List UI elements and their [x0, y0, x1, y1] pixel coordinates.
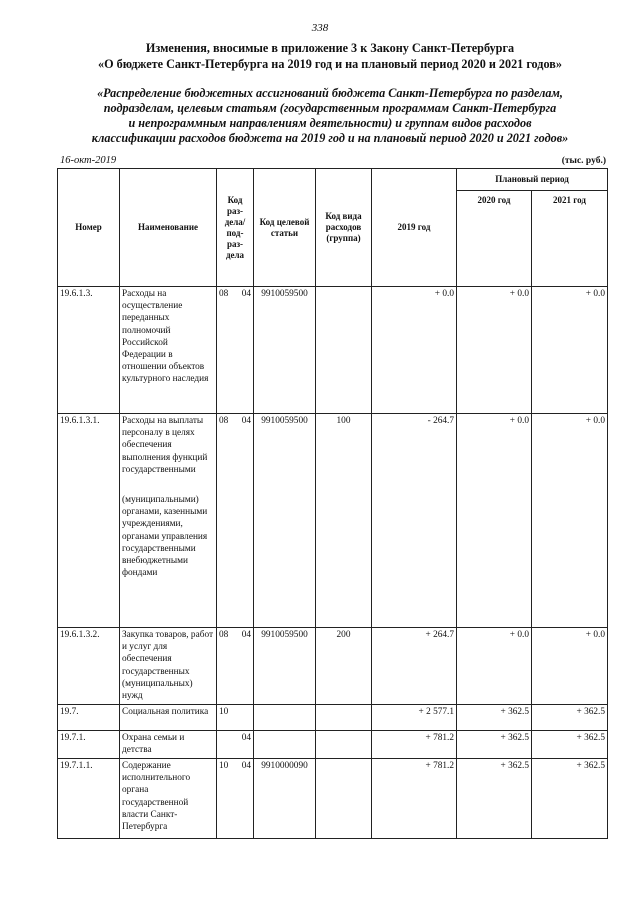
row-name: Закупка товаров, работ и услуг для обеспечения государственных (муниципальных) нужд: [120, 628, 217, 705]
row-section-code: [217, 759, 254, 839]
row-value-2021: + 362.5: [532, 731, 608, 759]
row-value-2019: + 2 577.1: [372, 705, 457, 731]
subheading-line-1: «Распределение бюджетных ассигнований бюджета Санкт-Петербурга по разделам,: [97, 86, 563, 100]
row-value-2021: + 0.0: [532, 414, 608, 628]
row-value-2020: + 0.0: [457, 414, 532, 628]
row-name: Охрана семьи и детства: [120, 731, 217, 759]
row-number: 19.7.: [58, 705, 120, 731]
document-subheading: [44, 86, 616, 146]
units-label: (тыс. руб.): [561, 156, 606, 166]
row-expense-type: [316, 759, 372, 839]
header-section-code: Код раз-дела/ под-раз-дела: [217, 169, 254, 287]
table-row: [58, 414, 608, 628]
row-value-2020: + 362.5: [457, 731, 532, 759]
section-code: 10: [219, 707, 229, 717]
row-target-code: [254, 705, 316, 731]
row-value-2021: + 362.5: [532, 759, 608, 839]
subsection-code: 04: [241, 761, 251, 771]
header-target-code: Код целевой статьи: [254, 169, 316, 287]
header-number: Номер: [58, 169, 120, 287]
row-number: 19.6.1.3.: [58, 287, 120, 414]
table-row: [58, 731, 608, 759]
header-expense-type-code: Код вида расходов (группа): [316, 169, 372, 287]
subheading-line-3: и непрограммным направлениям деятельности) и группам видов расходов: [128, 116, 532, 130]
row-value-2020: + 362.5: [457, 705, 532, 731]
row-target-code: 9910059500: [254, 628, 316, 705]
section-code: 10: [219, 761, 229, 771]
section-code: 08: [219, 416, 229, 426]
table-row: [58, 628, 608, 705]
row-expense-type: [316, 287, 372, 414]
section-code: 08: [219, 630, 229, 640]
row-section-code: [217, 705, 254, 731]
subsection-code: 04: [241, 416, 251, 426]
row-number: 19.7.1.: [58, 731, 120, 759]
row-target-code: 9910059500: [254, 287, 316, 414]
row-expense-type: 100: [316, 414, 372, 628]
budget-table: [57, 168, 608, 839]
row-section-code: [217, 628, 254, 705]
subheading-line-2: подразделам, целевым статьям (государственным программам Санкт-Петербурга: [103, 101, 557, 115]
row-target-code: 9910059500: [254, 414, 316, 628]
row-value-2021: + 362.5: [532, 705, 608, 731]
row-value-2020: + 0.0: [457, 628, 532, 705]
table-row: [58, 759, 608, 839]
section-code: 08: [219, 289, 229, 299]
row-name: [120, 414, 217, 628]
table-row: [58, 705, 608, 731]
header-planned-period: Плановый период: [457, 169, 608, 191]
row-value-2019: + 781.2: [372, 731, 457, 759]
subsection-code: 04: [241, 289, 251, 299]
row-value-2021: + 0.0: [532, 287, 608, 414]
row-target-code: 9910000090: [254, 759, 316, 839]
row-value-2019: + 781.2: [372, 759, 457, 839]
header-year-2020: 2020 год: [457, 191, 532, 287]
row-value-2020: + 362.5: [457, 759, 532, 839]
subheading-line-4: классификации расходов бюджета на 2019 год и на плановый период 2020 и 2021 годов»: [91, 131, 569, 145]
subsection-code: 04: [241, 630, 251, 640]
header-name: Наименование: [120, 169, 217, 287]
row-value-2019: + 0.0: [372, 287, 457, 414]
heading-line-1: Изменения, вносимые в приложение 3 к Закону Санкт-Петербурга: [145, 41, 515, 55]
row-name: Социальная политика: [120, 705, 217, 731]
row-name: Содержание исполнительного органа государственной власти Санкт-Петербурга: [120, 759, 217, 839]
row-value-2021: + 0.0: [532, 628, 608, 705]
row-value-2020: + 0.0: [457, 287, 532, 414]
row-section-code: [217, 414, 254, 628]
page-number: 338: [311, 22, 329, 34]
row-expense-type: [316, 731, 372, 759]
header-year-2019: 2019 год: [372, 169, 457, 287]
table-row: [58, 287, 608, 414]
header-year-2021: 2021 год: [532, 191, 608, 287]
row-name: Расходы на осуществление переданных полномочий Российской Федерации в отношении объектов культурного наследия: [120, 287, 217, 414]
row-section-code: [217, 287, 254, 414]
row-value-2019: - 264.7: [372, 414, 457, 628]
row-name-part-2: (муниципальными) органами, казенными учреждениями, органами управления государственными внебюджетными фондами: [122, 495, 208, 579]
row-value-2019: + 264.7: [372, 628, 457, 705]
row-number: 19.7.1.1.: [58, 759, 120, 839]
row-name-part-1: Расходы на выплаты персоналу в целях обеспечения выполнения функций государственными: [122, 416, 208, 475]
row-number: 19.6.1.3.2.: [58, 628, 120, 705]
row-target-code: [254, 731, 316, 759]
heading-line-2: «О бюджете Санкт-Петербурга на 2019 год и на плановый период 2020 и 2021 годов»: [98, 57, 562, 71]
row-expense-type: [316, 705, 372, 731]
row-section-code: [217, 731, 254, 759]
row-number: 19.6.1.3.1.: [58, 414, 120, 628]
subsection-code: 04: [241, 733, 251, 743]
document-date: 16-окт-2019: [60, 155, 117, 166]
row-expense-type: 200: [316, 628, 372, 705]
document-heading: [40, 40, 620, 72]
